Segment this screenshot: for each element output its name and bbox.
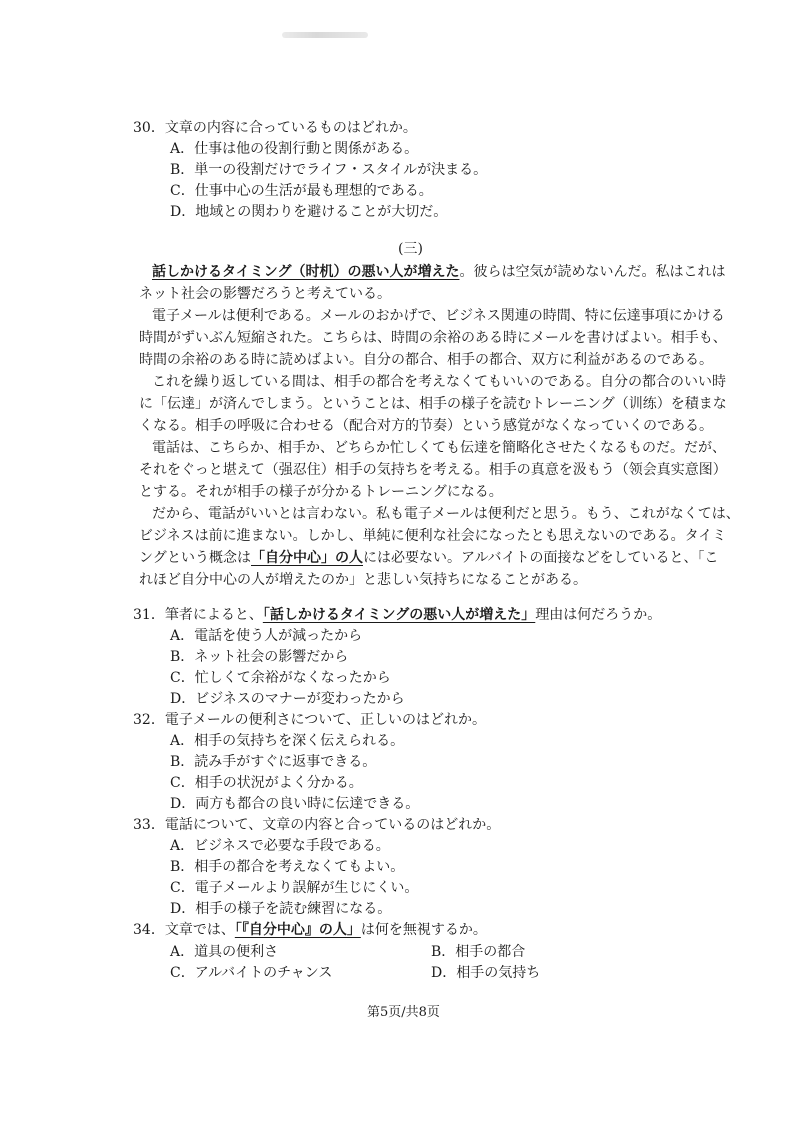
q31-option-b: B．ネット社会の影響だから <box>170 649 349 665</box>
passage-p5-line4: れほど自分中心の人が増えたのか」と悲しい気持ちになることがある。 <box>139 572 587 588</box>
q30-option-a: A．仕事は他の役割行動と関係がある。 <box>170 141 419 157</box>
passage-p5-line1: だから、電話がいいとは言わない。私も電子メールは便利だと思う。もう、これがなくては、 <box>152 506 740 522</box>
passage-p3-line3: くなる。相手の呼吸に合わせる（配合对方的节奏）という感覚がなくなっていくのである。 <box>139 418 713 434</box>
q31-stem-post: 理由は何だろうか。 <box>535 607 662 623</box>
passage-p5-line3 <box>139 548 718 568</box>
q30-option-c: C．仕事中心の生活が最も理想的である。 <box>170 183 433 199</box>
q33-option-d: D．相手の様子を読む練習になる。 <box>170 901 392 917</box>
q31-stem-quote: 「話しかけるタイミングの悪い人が増えた」 <box>262 607 536 623</box>
page-number: 第5页/共8页 <box>367 1005 440 1020</box>
q34-option-d: D．相手の気持ち <box>431 965 541 981</box>
passage-p4-line3: とする。それが相手の様子が分かるトレーニングになる。 <box>139 484 503 500</box>
q30-stem: 30．文章の内容に合っているものはどれか。 <box>133 120 417 136</box>
passage-p4-line1: 電話は、こちらか、相手か、どちらか忙しくても伝達を簡略化させたくなるものだ。だが、 <box>152 440 726 456</box>
q33-stem: 33．電話について、文章の内容と合っているのはどれか。 <box>133 817 501 833</box>
q34-stem-pre: 34．文章では、 <box>133 922 235 938</box>
passage-p2-line2: 時間がずいぶん短縮された。こちらは、時間の余裕のある時にメールを書けばよい。相手も、 <box>139 330 727 346</box>
section-title: (三) <box>398 241 423 257</box>
passage-p3-line1: これを繰り返している間は、相手の都合を考えなくてもいいのである。自分の都合のいい時 <box>152 374 726 390</box>
q34-option-a: A．道具の便利さ <box>170 944 279 960</box>
q32-stem: 32．電子メールの便利さについて、正しいのはどれか。 <box>133 712 486 728</box>
q34-stem-post: は何を無視するか。 <box>360 922 487 938</box>
passage-p2-line3: 時間の余裕のある時に読めばよい。自分の都合、相手の都合、双方に利益があるのである。 <box>139 352 713 368</box>
q34-stem <box>133 920 487 940</box>
q33-option-c: C．電子メールより誤解が生じにくい。 <box>170 880 419 896</box>
passage-p5-underlined: 「自分中心」の人 <box>251 550 363 566</box>
q33-option-a: A．ビジネスで必要な手段である。 <box>170 838 390 854</box>
q32-option-d: D．両方も都合の良い時に伝達できる。 <box>170 796 420 812</box>
passage-p3-line2: に「伝達」が済んでしまう。ということは、相手の様子を読むトレーニング（训练）を積まな <box>139 396 727 412</box>
header-smudge <box>282 32 368 38</box>
q34-stem-quote: 「『自分中心』の人」 <box>234 922 361 938</box>
passage-p1-line1 <box>152 262 725 282</box>
passage-p4-line2: それをぐっと堪えて（强忍住）相手の気持ちを考える。相手の真意を汲もう（领会真实意图） <box>139 462 727 478</box>
q34-option-b: B．相手の都合 <box>431 944 526 960</box>
q32-option-b: B．読み手がすぐに返事できる。 <box>170 754 377 770</box>
passage-p5-line3-pre: ングという概念は <box>139 550 251 566</box>
passage-p5-line2: ビジネスは前に進まない。しかし、単純に便利な社会になったとも思えないのである。タイミ <box>139 528 727 544</box>
passage-p5-line3-post: には必要ない。アルバイトの面接などをしていると、「こ <box>363 550 719 566</box>
passage-p2-line1: 電子メールは便利である。メールのおかげで、ビジネス関連の時間、特に伝達事項にかける <box>152 308 725 324</box>
passage-p1-underlined: 話しかけるタイミング（时机）の悪い人が増えた <box>152 264 460 280</box>
q30-option-b: B．単一の役割だけでライフ・スタイルが決まる。 <box>170 162 488 178</box>
q32-option-a: A．相手の気持ちを深く伝えられる。 <box>170 733 405 749</box>
q33-option-b: B．相手の都合を考えなくてもよい。 <box>170 859 405 875</box>
q32-option-c: C．相手の状況がよく分かる。 <box>170 775 363 791</box>
passage-p1-rest: 。彼らは空気が読めないんだ。私はこれは <box>459 264 726 280</box>
passage-p1-line2: ネット社会の影響だろうと考えている。 <box>139 286 391 302</box>
q31-stem <box>133 605 661 625</box>
q34-option-c: C．アルバイトのチャンス <box>170 965 333 981</box>
q31-option-d: D．ビジネスのマナーが変わったから <box>170 691 405 707</box>
q31-option-a: A．電話を使う人が減ったから <box>170 628 363 644</box>
q31-stem-pre: 31．筆者によると、 <box>133 607 263 623</box>
q31-option-c: C．忙しくて余裕がなくなったから <box>170 670 391 686</box>
q30-option-d: D．地域との関わりを避けることが大切だ。 <box>170 204 448 220</box>
